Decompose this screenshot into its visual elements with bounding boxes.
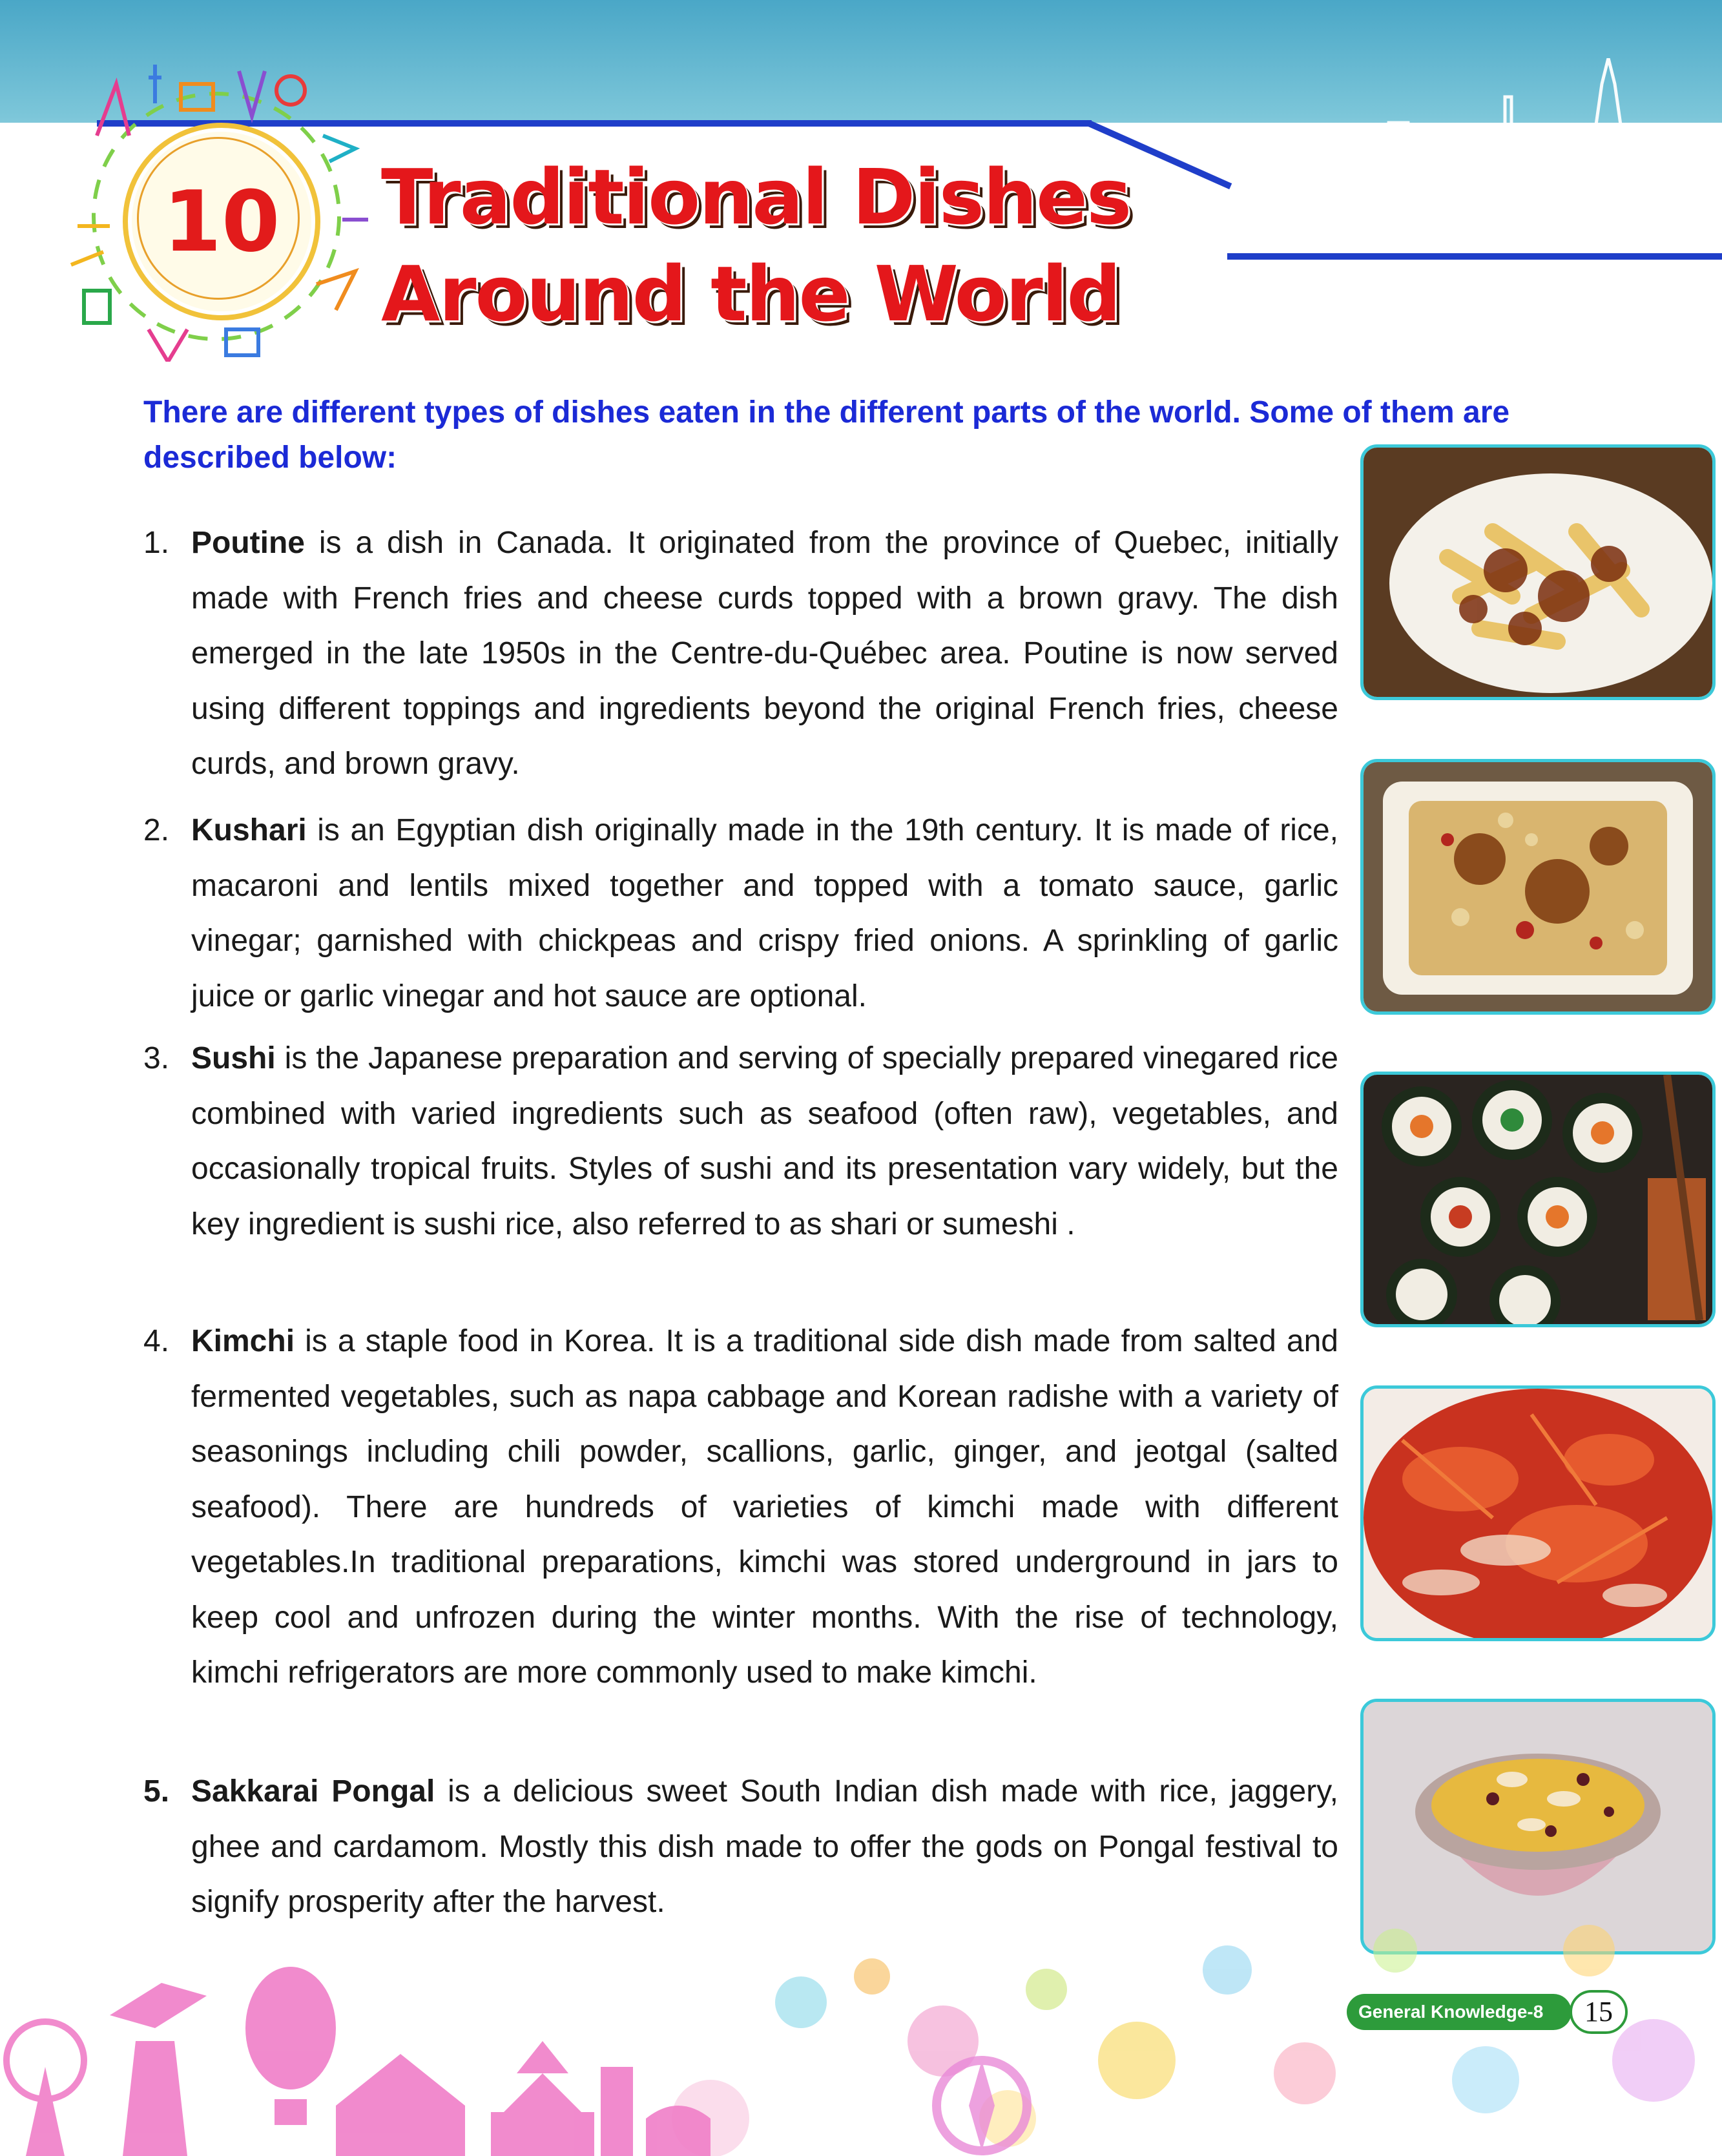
dish-description: is an Egyptian dish originally made in the 19th century. It is made of rice, macaroni and lentils mixed together and topped with a tomato sauce, garlic vinegar; garnished with chickpeas and crispy fried onions. A sprinkling of garlic juice or garlic vinegar and hot sauce are optional. [191, 813, 1338, 1013]
title-line-2: Around the World [381, 249, 1120, 338]
list-item-sakkarai-pongal [143, 1764, 1338, 1930]
city-skyline-icon [1214, 58, 1722, 252]
dish-description: is a staple food in Korea. It is a traditional side dish made from salted and fermented vegetables, such as napa cabbage and Korean radishe with a variety of seasonings including chili powder, scallions, garlic, ginger, and jeotgal (salted seafood). There are hundreds of varieties of kimchi made with different vegetables.In traditional preparations, kimchi was stored underground in jars to keep cool and unfrozen during the winter months. With the rise of technology, kimchi refrigerators are more commonly used to make kimchi. [191, 1324, 1338, 1690]
title-line-1: Traditional Dishes [381, 152, 1131, 242]
dish-description: is a dish in Canada. It originated from the province of Quebec, initially made with French fries and cheese curds topped with a brown gravy. The dish emerged in the late 1950s in the Centre-du-Québec area. Poutine is now served using different toppings and ingredients beyond the original French fries, cheese curds, and brown gravy. [191, 526, 1338, 781]
list-item-kimchi [143, 1314, 1338, 1701]
page-number: 15 [1570, 1990, 1628, 2034]
list-number: 5. [143, 1774, 170, 1809]
sushi-photo [1360, 1072, 1716, 1327]
list-number: 1. [143, 526, 170, 560]
header-divider-line-right [1227, 253, 1722, 260]
book-title-label: General Knowledge-8 [1347, 1994, 1572, 2030]
list-item-sushi [143, 1031, 1338, 1252]
dish-description: is the Japanese preparation and serving of specially prepared vinegared rice combined with varied ingredients such as seafood (often raw), vegetables, and occasionally tropical fruits. Styles of sushi and its presentation vary widely, but the key ingredient is sushi rice, also referred to as shari or sumeshi . [191, 1041, 1338, 1241]
kimchi-photo [1360, 1385, 1716, 1641]
kushari-photo [1360, 759, 1716, 1015]
dish-name: Sushi [191, 1041, 276, 1075]
list-number: 3. [143, 1041, 170, 1075]
intro-paragraph: There are different types of dishes eaten in the different parts of the world. Some of them are described below: [143, 395, 1510, 475]
chapter-number: 10 [163, 172, 280, 271]
landmarks-silhouette-icon [0, 1912, 1722, 2156]
dish-description: is a delicious sweet South Indian dish made with rice, jaggery, ghee and cardamom. Mostly this dish made to offer the gods on Pongal festival to signify prosperity after the harvest. [191, 1774, 1338, 1919]
list-item-kushari [143, 803, 1338, 1024]
list-number: 4. [143, 1324, 170, 1358]
dish-name: Kushari [191, 813, 307, 847]
list-item-poutine [143, 515, 1338, 792]
poutine-photo [1360, 444, 1716, 700]
dish-name: Kimchi [191, 1324, 295, 1358]
dish-name: Poutine [191, 526, 305, 560]
dish-name: Sakkarai Pongal [191, 1774, 435, 1809]
list-number: 2. [143, 813, 170, 847]
page-title [381, 149, 1156, 342]
